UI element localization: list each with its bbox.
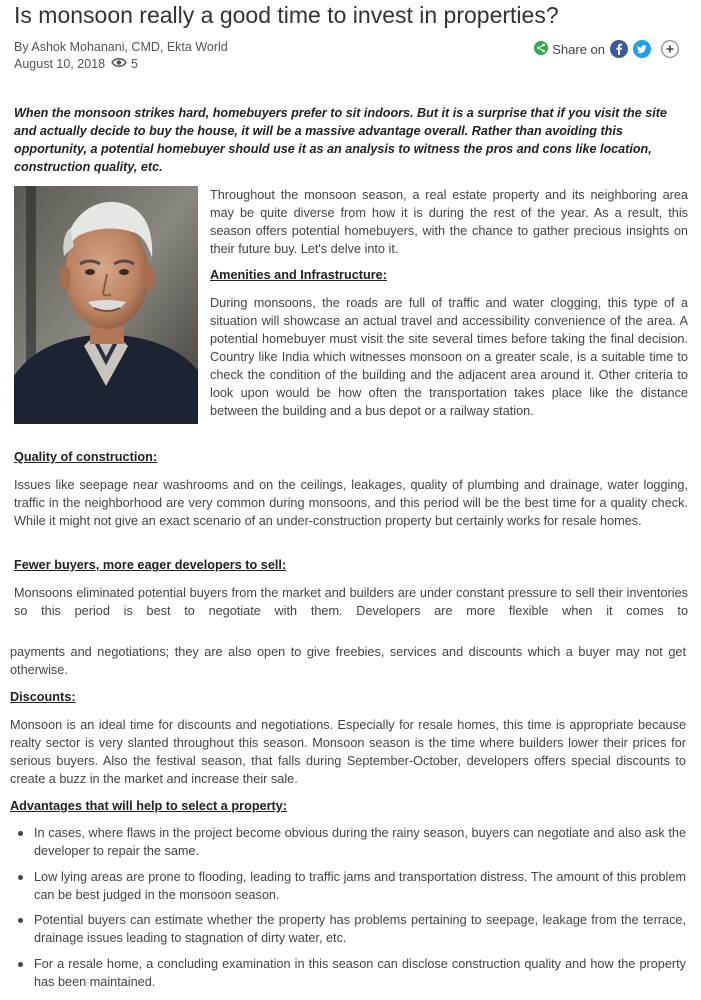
- bullet-icon: [18, 875, 23, 880]
- section-heading: Advantages that will help to select a property:: [10, 799, 288, 813]
- plus-icon[interactable]: [661, 40, 679, 58]
- eye-icon: [111, 55, 127, 73]
- list-item: For a resale home, a concluding examination in this season can disclose construction quality and how the property has been maintained.: [14, 955, 686, 991]
- section-body: Monsoon is an ideal time for discounts and negotiations. Especially for resale homes, this time is appropriate because realty sector is very slanted throughout this season. Monsoon season is the time where builders lower their prices for serious buyers. Also the festival season, that falls during September-October, developers offers special discounts to create a buzz in the market and increase their sale.: [10, 718, 686, 786]
- share-icon: [534, 41, 548, 58]
- section-body: During monsoons, the roads are full of traffic and water clogging, this type of a situation will showcase an actual travel and accessibility convenience of the area. A potential homebuyer must visit the site several times before taking the final decision. Country like India which witnesses monsoon on a greater scale, is a suitable time to check the condition of the building and the adjacent area around it. Other criteria to look upon would be how often the transportation takes place like the distance between the building and a bus depot or a railway station.: [210, 296, 688, 418]
- view-count: 5: [131, 57, 138, 71]
- facebook-icon[interactable]: [610, 40, 628, 58]
- publish-date: August 10, 2018: [14, 57, 106, 71]
- twitter-icon[interactable]: [633, 40, 651, 58]
- section-heading: Amenities and Infrastructure:: [210, 268, 387, 282]
- section-heading: Discounts:: [10, 690, 76, 704]
- list-item: Potential buyers can estimate whether the property has problems pertaining to seepage, leakage from the terrace, drainage issues leading to stagnation of dirty water, etc.: [14, 911, 686, 947]
- share-label: Share on: [552, 41, 605, 57]
- section-heading: Quality of construction:: [14, 450, 158, 464]
- bullet-icon: [18, 918, 23, 923]
- article-title: Is monsoon really a good time to invest in properties?: [14, 2, 559, 28]
- share-bar: [534, 40, 679, 58]
- bullet-icon: [18, 831, 23, 836]
- section-body-continued: payments and negotiations; they are also open to give freebies, services and discounts which a buyer may not get otherwise.: [10, 645, 686, 677]
- article-lead: When the monsoon strikes hard, homebuyers prefer to sit indoors. But it is a surprise that if you visit the site and actually decide to buy the house, it will be a massive advantage overall. Rather than avoiding this opportunity, a potential homebuyer should use it as an analysis to witness the pros and cons like location, construction quality, etc.: [14, 106, 667, 174]
- intro-paragraph: Throughout the monsoon season, a real estate property and its neighboring area may be quite diverse from how it is during the rest of the year. As a result, this season offers potential homebuyers, with the chance to gather precious insights on their future buy. Let's delve into it.: [210, 188, 688, 256]
- list-item: Low lying areas are prone to flooding, leading to traffic jams and transportation distress. The amount of this problem can be best judged in the monsoon season.: [14, 868, 686, 904]
- advantages-list: [14, 824, 686, 998]
- article-meta: [14, 55, 138, 73]
- list-item: In cases, where flaws in the project become obvious during the rainy season, buyers can negotiate and also ask the developer to repair the same.: [14, 824, 686, 860]
- section-body: Monsoons eliminated potential buyers from the market and builders are under constant pressure to sell their inventories so this period is best to negotiate with them. Developers are more flexible when it comes to: [14, 586, 688, 618]
- author-byline: By Ashok Mohanani, CMD, Ekta World: [14, 40, 228, 54]
- author-photo: [14, 186, 198, 424]
- bullet-icon: [18, 962, 23, 967]
- section-body: Issues like seepage near washrooms and on the ceilings, leakages, quality of plumbing and drainage, water logging, traffic in the neighborhood are very common during monsoons, and this period will be the best time for a quality check. While it might not give an exact scenario of an under-construction property but certainly works for resale homes.: [14, 478, 688, 528]
- section-heading: Fewer buyers, more eager developers to sell:: [14, 558, 287, 572]
